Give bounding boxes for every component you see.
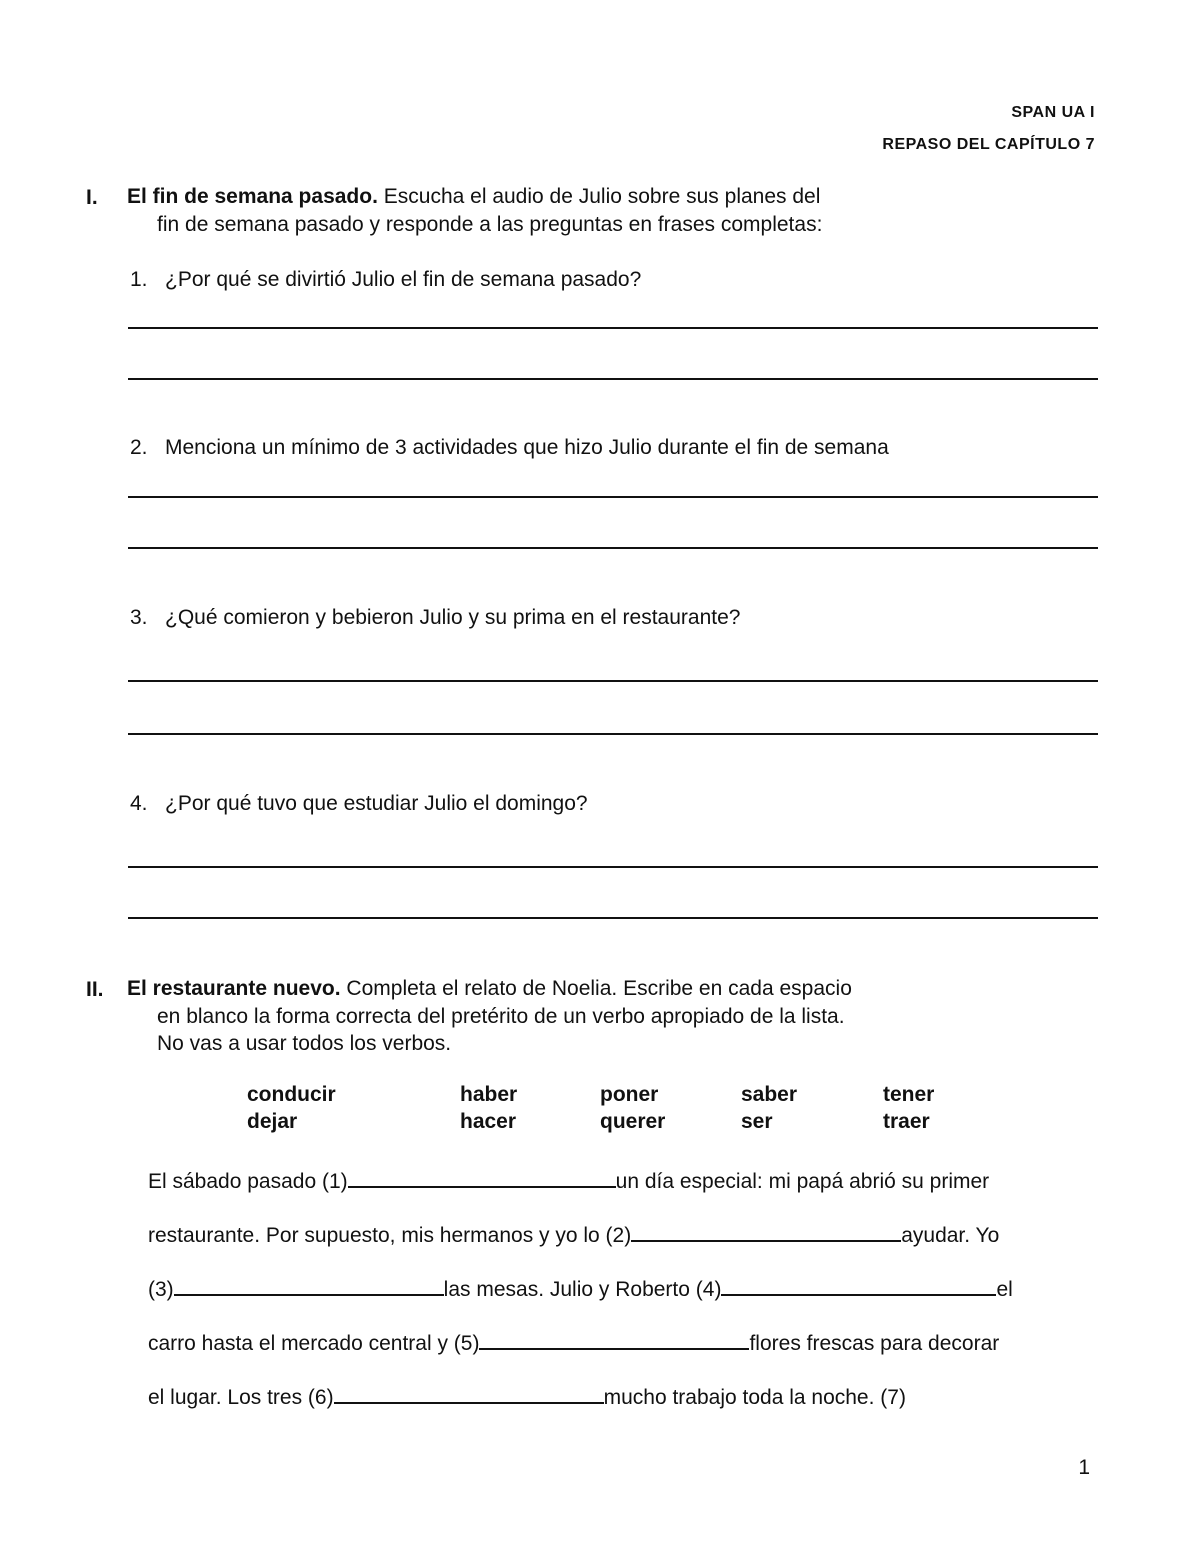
- question-1-number: 1.: [130, 268, 148, 291]
- question-2-text: Menciona un mínimo de 3 actividades que hizo Julio durante el fin de semana: [165, 436, 889, 459]
- section-2-instructions-line-2: en blanco la forma correcta del pretérito de un verbo apropiado de la lista.: [157, 1005, 845, 1028]
- story-text: El sábado pasado (1): [148, 1170, 348, 1193]
- section-2-number: II.: [86, 978, 104, 1001]
- verb-hacer: hacer: [460, 1110, 517, 1133]
- verb-poner: poner: [600, 1083, 659, 1106]
- answer-line-4a[interactable]: [128, 866, 1098, 868]
- story-line-1: [148, 1166, 989, 1194]
- story-text: (3): [148, 1278, 174, 1301]
- verb-haber: haber: [460, 1083, 518, 1106]
- verb-traer: traer: [883, 1110, 930, 1133]
- question-4-text: ¿Por qué tuvo que estudiar Julio el domingo?: [165, 792, 588, 815]
- verb-ser: ser: [741, 1110, 773, 1133]
- page-number: 1: [1078, 1456, 1090, 1479]
- story-line-5: [148, 1382, 906, 1410]
- answer-line-4b[interactable]: [128, 917, 1098, 919]
- answer-line-1a[interactable]: [128, 327, 1098, 329]
- blank-4[interactable]: [721, 1274, 996, 1296]
- story-text: el: [996, 1278, 1013, 1301]
- section-1-number: I.: [86, 186, 98, 209]
- story-line-4: [148, 1328, 999, 1356]
- question-4-number: 4.: [130, 792, 148, 815]
- blank-2[interactable]: [631, 1220, 901, 1242]
- question-3-number: 3.: [130, 606, 148, 629]
- story-text: mucho trabajo toda la noche. (7): [603, 1386, 906, 1409]
- story-text: carro hasta el mercado central y (5): [148, 1332, 480, 1355]
- story-text: flores frescas para decorar: [749, 1332, 1000, 1355]
- question-3-text: ¿Qué comieron y bebieron Julio y su prima en el restaurante?: [165, 606, 741, 629]
- section-1-instructions-line-2: fin de semana pasado y responde a las preguntas en frases completas:: [157, 213, 823, 236]
- section-2-title: El restaurante nuevo.: [127, 977, 341, 1000]
- verb-conducir: conducir: [247, 1083, 336, 1106]
- answer-line-1b[interactable]: [128, 378, 1098, 380]
- section-1-title: El fin de semana pasado.: [127, 185, 378, 208]
- story-line-3: [148, 1274, 1013, 1302]
- question-2-number: 2.: [130, 436, 148, 459]
- story-text: un día especial: mi papá abrió su primer: [615, 1170, 990, 1193]
- story-text: restaurante. Por supuesto, mis hermanos y yo lo (2): [148, 1224, 632, 1247]
- blank-1[interactable]: [348, 1166, 616, 1188]
- section-2-instructions-text: Completa el relato de Noelia. Escribe en cada espacio: [346, 977, 852, 1000]
- blank-6[interactable]: [334, 1382, 604, 1404]
- section-1-instructions-text: Escucha el audio de Julio sobre sus planes del: [383, 185, 821, 208]
- verb-tener: tener: [883, 1083, 935, 1106]
- story-line-2: [148, 1220, 999, 1248]
- story-text: las mesas. Julio y Roberto (4): [443, 1278, 722, 1301]
- answer-line-2a[interactable]: [128, 496, 1098, 498]
- question-1-text: ¿Por qué se divirtió Julio el fin de semana pasado?: [165, 268, 642, 291]
- story-text: el lugar. Los tres (6): [148, 1386, 334, 1409]
- blank-3[interactable]: [174, 1274, 444, 1296]
- chapter-title: REPASO DEL CAPÍTULO 7: [882, 136, 1095, 153]
- verb-querer: querer: [600, 1110, 666, 1133]
- answer-line-2b[interactable]: [128, 547, 1098, 549]
- answer-line-3a[interactable]: [128, 680, 1098, 682]
- verb-saber: saber: [741, 1083, 798, 1106]
- section-1-instructions-line-1: [127, 183, 820, 210]
- section-2-instructions-line-3: No vas a usar todos los verbos.: [157, 1032, 452, 1055]
- verb-dejar: dejar: [247, 1110, 298, 1133]
- course-code: SPAN UA I: [1011, 104, 1095, 121]
- answer-line-3b[interactable]: [128, 733, 1098, 735]
- story-text: ayudar. Yo: [901, 1224, 1000, 1247]
- section-2-instructions-line-1: [127, 975, 852, 1002]
- blank-5[interactable]: [479, 1328, 749, 1350]
